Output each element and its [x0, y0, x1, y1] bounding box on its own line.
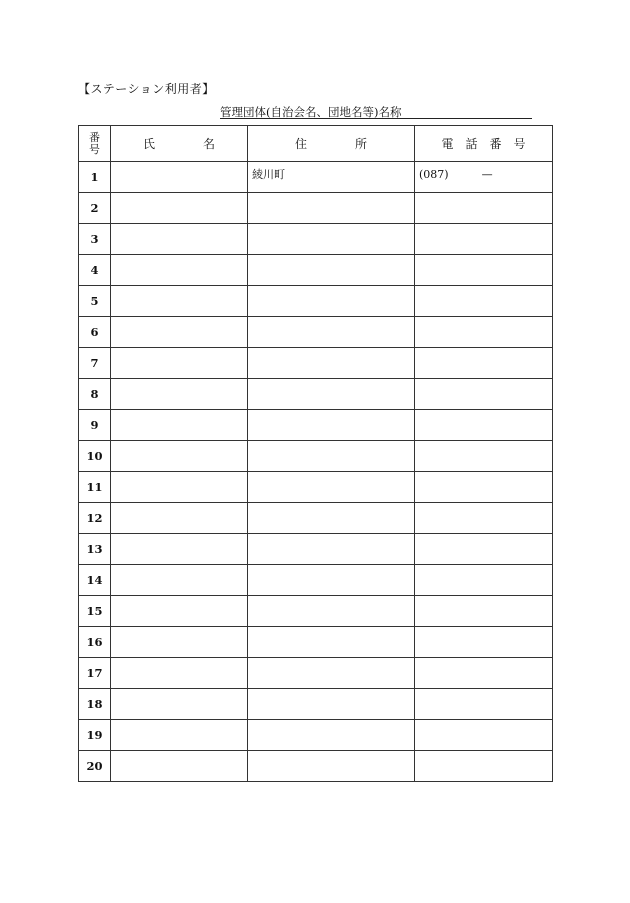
- header-number-top: 番: [89, 130, 100, 144]
- phone-prefill: [415, 751, 552, 755]
- phone-cell[interactable]: [415, 193, 553, 224]
- header-address: 住 所: [248, 126, 415, 162]
- address-cell[interactable]: [248, 255, 415, 286]
- table-row: [79, 627, 553, 658]
- header-number: [79, 126, 111, 162]
- address-prefill: [248, 317, 414, 321]
- name-cell[interactable]: [111, 317, 248, 348]
- table-row: [79, 317, 553, 348]
- address-prefill: 綾川町: [252, 168, 285, 181]
- row-number: 5: [79, 286, 111, 317]
- user-roster-table: [78, 125, 553, 782]
- address-cell[interactable]: [248, 379, 415, 410]
- header-number-bottom: 号: [89, 142, 100, 156]
- phone-cell[interactable]: [415, 472, 553, 503]
- phone-cell[interactable]: [415, 751, 553, 782]
- table-row: [79, 255, 553, 286]
- address-prefill: [248, 286, 414, 290]
- phone-cell[interactable]: [415, 689, 553, 720]
- address-prefill: [248, 720, 414, 724]
- phone-cell[interactable]: [415, 317, 553, 348]
- address-cell[interactable]: [248, 286, 415, 317]
- phone-prefill: [415, 255, 552, 259]
- table-row: [79, 689, 553, 720]
- phone-cell[interactable]: [415, 627, 553, 658]
- address-prefill: [248, 689, 414, 693]
- org-name-label: 管理団体(自治会名、団地名等)名称: [220, 105, 402, 119]
- address-cell[interactable]: [248, 627, 415, 658]
- table-row: [79, 286, 553, 317]
- address-cell[interactable]: [248, 751, 415, 782]
- row-number: 4: [79, 255, 111, 286]
- phone-cell[interactable]: [415, 379, 553, 410]
- phone-cell[interactable]: [415, 720, 553, 751]
- name-cell[interactable]: [111, 286, 248, 317]
- address-cell[interactable]: [248, 224, 415, 255]
- table-row: [79, 162, 553, 193]
- row-number: 15: [79, 596, 111, 627]
- name-cell[interactable]: [111, 565, 248, 596]
- table-row: [79, 410, 553, 441]
- row-number: 3: [79, 224, 111, 255]
- header-row: [79, 126, 553, 162]
- phone-cell[interactable]: [415, 410, 553, 441]
- row-number: 18: [79, 689, 111, 720]
- phone-cell[interactable]: [415, 348, 553, 379]
- address-prefill: [248, 410, 414, 414]
- row-number: 16: [79, 627, 111, 658]
- address-cell[interactable]: [248, 410, 415, 441]
- table-row: [79, 596, 553, 627]
- org-name-field[interactable]: [220, 104, 532, 119]
- phone-prefill: [415, 565, 552, 569]
- header-name: 氏 名: [111, 126, 248, 162]
- address-prefill: [248, 441, 414, 445]
- address-prefill: [248, 565, 414, 569]
- address-prefill: [248, 193, 414, 197]
- address-prefill: [248, 534, 414, 538]
- phone-prefill: [415, 348, 552, 352]
- row-number: 19: [79, 720, 111, 751]
- address-prefill: [248, 472, 414, 476]
- name-cell[interactable]: [111, 193, 248, 224]
- header-phone: 電 話 番 号: [415, 126, 553, 162]
- name-cell[interactable]: [111, 224, 248, 255]
- row-number: 9: [79, 410, 111, 441]
- row-number: 8: [79, 379, 111, 410]
- address-cell[interactable]: [248, 317, 415, 348]
- phone-prefill: [415, 503, 552, 507]
- section-title: 【ステーション利用者】: [78, 82, 215, 96]
- row-number: 11: [79, 472, 111, 503]
- address-cell[interactable]: [248, 162, 415, 193]
- name-cell[interactable]: [111, 503, 248, 534]
- phone-prefill: [415, 720, 552, 724]
- row-number: 1: [79, 162, 111, 193]
- name-cell[interactable]: [111, 379, 248, 410]
- table-row: [79, 193, 553, 224]
- address-cell[interactable]: [248, 193, 415, 224]
- table-row: [79, 534, 553, 565]
- table-row: [79, 348, 553, 379]
- name-cell[interactable]: [111, 596, 248, 627]
- phone-prefill: [415, 410, 552, 414]
- table-row: [79, 472, 553, 503]
- phone-cell[interactable]: [415, 255, 553, 286]
- address-prefill: [248, 658, 414, 662]
- address-cell[interactable]: [248, 472, 415, 503]
- table-row: [79, 379, 553, 410]
- name-cell[interactable]: [111, 658, 248, 689]
- phone-prefill: (087) —: [419, 168, 493, 181]
- name-cell[interactable]: [111, 441, 248, 472]
- name-cell[interactable]: [111, 751, 248, 782]
- phone-cell[interactable]: [415, 224, 553, 255]
- row-number: 14: [79, 565, 111, 596]
- address-prefill: [248, 255, 414, 259]
- phone-prefill: [415, 286, 552, 290]
- name-cell[interactable]: [111, 162, 248, 193]
- phone-cell[interactable]: [415, 596, 553, 627]
- address-prefill: [248, 348, 414, 352]
- table-row: [79, 720, 553, 751]
- table-row: [79, 751, 553, 782]
- address-cell[interactable]: [248, 534, 415, 565]
- phone-cell[interactable]: [415, 441, 553, 472]
- address-prefill: [248, 503, 414, 507]
- phone-prefill: [415, 534, 552, 538]
- row-number: 10: [79, 441, 111, 472]
- phone-prefill: [415, 224, 552, 228]
- name-cell[interactable]: [111, 472, 248, 503]
- address-prefill: [248, 596, 414, 600]
- row-number: 7: [79, 348, 111, 379]
- phone-prefill: [415, 658, 552, 662]
- row-number: 2: [79, 193, 111, 224]
- name-cell[interactable]: [111, 720, 248, 751]
- phone-prefill: [415, 193, 552, 197]
- address-prefill: [248, 379, 414, 383]
- row-number: 12: [79, 503, 111, 534]
- phone-prefill: [415, 596, 552, 600]
- row-number: 6: [79, 317, 111, 348]
- address-prefill: [248, 751, 414, 755]
- phone-prefill: [415, 379, 552, 383]
- row-number: 20: [79, 751, 111, 782]
- phone-cell[interactable]: [415, 534, 553, 565]
- table-row: [79, 565, 553, 596]
- phone-cell[interactable]: [415, 162, 553, 193]
- table-row: [79, 441, 553, 472]
- name-cell[interactable]: [111, 348, 248, 379]
- address-cell[interactable]: [248, 348, 415, 379]
- address-cell[interactable]: [248, 503, 415, 534]
- phone-prefill: [415, 627, 552, 631]
- name-cell[interactable]: [111, 689, 248, 720]
- address-prefill: [248, 627, 414, 631]
- phone-prefill: [415, 441, 552, 445]
- phone-cell[interactable]: [415, 503, 553, 534]
- address-cell[interactable]: [248, 658, 415, 689]
- phone-prefill: [415, 317, 552, 321]
- name-cell[interactable]: [111, 534, 248, 565]
- address-cell[interactable]: [248, 596, 415, 627]
- phone-cell[interactable]: [415, 286, 553, 317]
- phone-prefill: [415, 689, 552, 693]
- table-row: [79, 224, 553, 255]
- name-cell[interactable]: [111, 255, 248, 286]
- address-prefill: [248, 224, 414, 228]
- address-cell[interactable]: [248, 720, 415, 751]
- name-cell[interactable]: [111, 627, 248, 658]
- address-cell[interactable]: [248, 689, 415, 720]
- table-row: [79, 658, 553, 689]
- roster-body: [79, 162, 553, 782]
- name-cell[interactable]: [111, 410, 248, 441]
- address-cell[interactable]: [248, 441, 415, 472]
- table-row: [79, 503, 553, 534]
- address-cell[interactable]: [248, 565, 415, 596]
- row-number: 13: [79, 534, 111, 565]
- phone-prefill: [415, 472, 552, 476]
- phone-cell[interactable]: [415, 565, 553, 596]
- row-number: 17: [79, 658, 111, 689]
- phone-cell[interactable]: [415, 658, 553, 689]
